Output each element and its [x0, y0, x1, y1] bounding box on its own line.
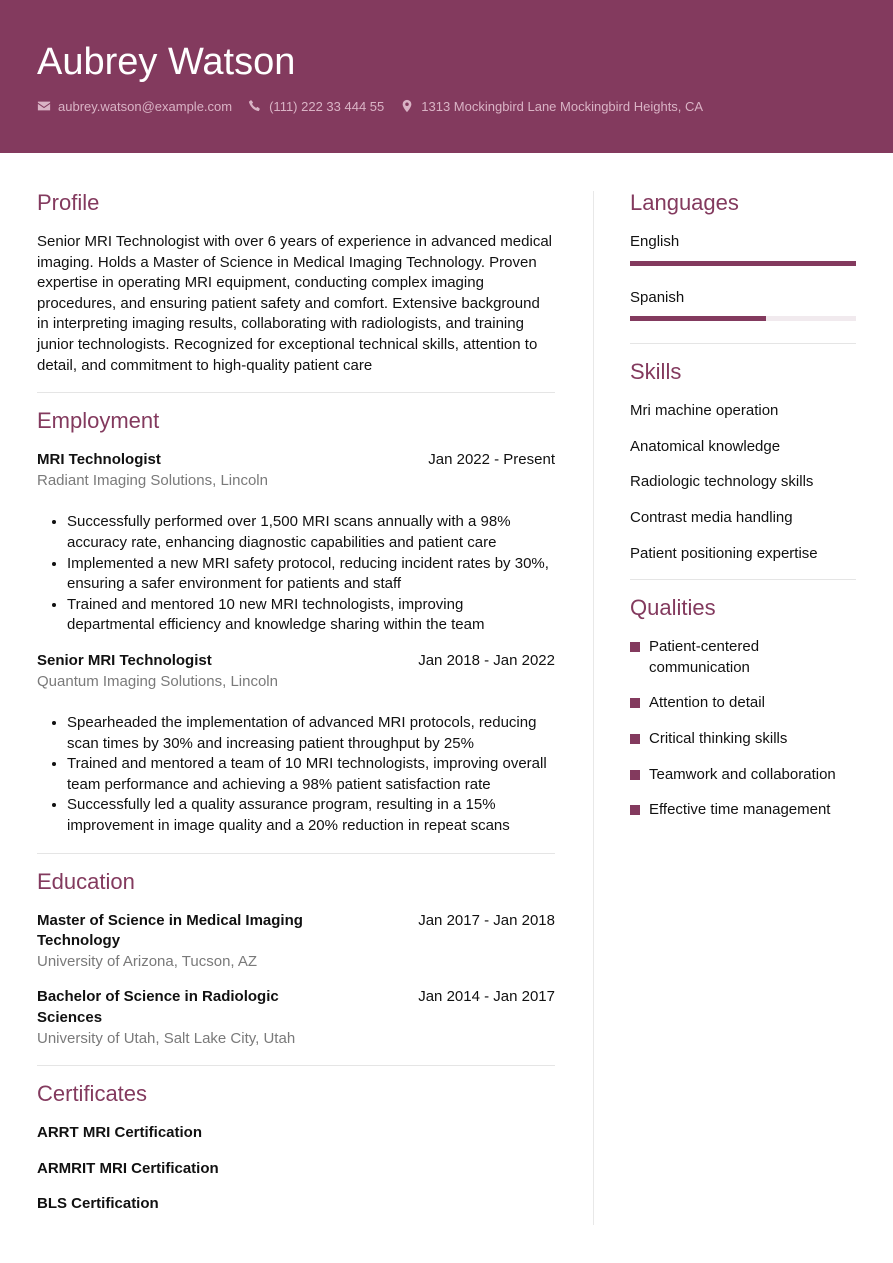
candidate-name: Aubrey Watson: [37, 41, 296, 83]
job-date: Jan 2022 - Present: [428, 451, 555, 469]
achievement-item: • Successfully led a quality assurance program, resulting in a 15% improvement in image quality and a 20% reduction in repeat scans: [67, 795, 555, 836]
quality-text: Effective time management: [649, 801, 831, 819]
square-bullet-icon: [630, 642, 640, 652]
profile-text: Senior MRI Technologist with over 6 years of experience in advanced medical imaging. Holds a Master of Science in Medical Imaging Technology. Proven expertise in operating MRI equipment, conducting complex imaging procedures, and ensuring patient safety and comfort. Extensive background in interpreting imaging results, collaborating with radiologists, and training junior technologists. Recognized for exceptional technical skills, attention to detail, and commitment to high-quality patient care: [37, 233, 552, 374]
contact-email[interactable]: [37, 99, 232, 114]
skill-item: Contrast media handling: [630, 508, 793, 526]
quality-text: Attention to detail: [649, 694, 765, 712]
certificate-item: ARRT MRI Certification: [37, 1124, 202, 1142]
quality-item: [630, 800, 856, 821]
contact-info: [37, 97, 719, 115]
section-divider: [37, 392, 555, 393]
quality-text: Teamwork and collaboration: [649, 765, 836, 783]
languages-title: Languages: [630, 190, 739, 215]
education-date: Jan 2014 - Jan 2017: [418, 988, 555, 1006]
language-item: [630, 288, 856, 322]
phone-text: (111) 222 33 444 55: [269, 98, 385, 114]
language-name: English: [630, 233, 680, 250]
skills-title: Skills: [630, 359, 682, 385]
profile-title: Profile: [37, 190, 100, 215]
employment-section: [37, 406, 555, 837]
quality-item: [630, 765, 856, 786]
quality-text: Critical thinking skills: [649, 729, 788, 747]
envelope-icon: [37, 99, 51, 113]
degree-title: Bachelor of Science in Radiologic Sciences: [37, 988, 279, 1027]
certificate-item: ARMRIT MRI Certification: [37, 1159, 219, 1177]
certificates-title: Certificates: [37, 1081, 148, 1107]
email-text: aubrey.watson@example.com: [58, 98, 233, 114]
employment-title: Employment: [37, 408, 160, 434]
map-pin-icon: [400, 99, 414, 113]
certificate-item: BLS Certification: [37, 1195, 159, 1213]
main-column: [37, 188, 555, 1215]
skills-section: [630, 357, 856, 564]
language-level-bar: [630, 261, 856, 266]
quality-item: [630, 637, 856, 678]
education-entry: [37, 987, 555, 1049]
job-achievements: [37, 512, 555, 636]
section-divider: [37, 853, 555, 854]
section-divider: [630, 343, 856, 344]
profile-section: [37, 188, 555, 376]
section-divider: [37, 1065, 555, 1066]
degree-title: Master of Science in Medical Imaging Technology: [37, 911, 303, 950]
school-name: University of Utah, Salt Lake City, Utah: [37, 1029, 296, 1047]
job-entry: [37, 651, 555, 837]
job-title: Senior MRI Technologist: [37, 651, 212, 669]
skill-item: Mri machine operation: [630, 402, 779, 420]
language-name: Spanish: [630, 288, 685, 306]
achievement-item: • Trained and mentored 10 new MRI technologists, improving departmental efficiency and knowledge sharing within the team: [67, 595, 555, 636]
job-entry: [37, 450, 555, 636]
school-name: University of Arizona, Tucson, AZ: [37, 952, 258, 970]
qualities-title: Qualities: [630, 595, 716, 621]
language-level-bar: [630, 316, 856, 321]
achievement-item: • Implemented a new MRI safety protocol, reducing incident rates by 30%, ensuring a safer environment for patients and staff: [67, 554, 555, 595]
square-bullet-icon: [630, 805, 640, 815]
quality-text: Patient-centered communication: [649, 638, 760, 676]
section-divider: [630, 579, 856, 580]
column-divider: [593, 191, 594, 1225]
resume-header: [0, 0, 893, 153]
certificates-section: [37, 1079, 555, 1215]
address-text: 1313 Mockingbird Lane Mockingbird Heights, CA: [421, 98, 704, 114]
language-level-fill: [630, 261, 856, 266]
quality-item: [630, 729, 856, 750]
education-entry: [37, 911, 555, 973]
skill-item: Anatomical knowledge: [630, 437, 781, 455]
achievement-item: • Trained and mentored a team of 10 MRI technologists, improving overall team performance and achieving a 98% patient satisfaction rate: [67, 754, 555, 795]
language-level-fill: [630, 316, 766, 321]
language-item: [630, 232, 856, 266]
languages-section: [630, 188, 856, 321]
quality-item: [630, 693, 856, 714]
job-company: Quantum Imaging Solutions, Lincoln: [37, 672, 278, 690]
job-company: Radiant Imaging Solutions, Lincoln: [37, 471, 268, 489]
sidebar-column: [630, 188, 856, 821]
job-date: Jan 2018 - Jan 2022: [418, 651, 555, 669]
skill-item: Radiologic technology skills: [630, 473, 814, 491]
square-bullet-icon: [630, 770, 640, 780]
education-section: [37, 867, 555, 1050]
skill-item: Patient positioning expertise: [630, 544, 818, 562]
achievement-item: • Successfully performed over 1,500 MRI scans annually with a 98% accuracy rate, enhancing diagnostic capabilities and patient care: [67, 512, 555, 553]
job-title: MRI Technologist: [37, 451, 161, 469]
job-achievements: [37, 713, 555, 837]
contact-address: [400, 99, 703, 114]
education-date: Jan 2017 - Jan 2018: [418, 911, 555, 929]
achievement-item: • Spearheaded the implementation of advanced MRI protocols, reducing scan times by 30% and increasing patient throughput by 25%: [67, 713, 555, 754]
education-title: Education: [37, 868, 135, 894]
contact-phone[interactable]: [248, 99, 384, 114]
qualities-section: [630, 593, 856, 821]
square-bullet-icon: [630, 698, 640, 708]
square-bullet-icon: [630, 734, 640, 744]
phone-icon: [248, 99, 262, 113]
